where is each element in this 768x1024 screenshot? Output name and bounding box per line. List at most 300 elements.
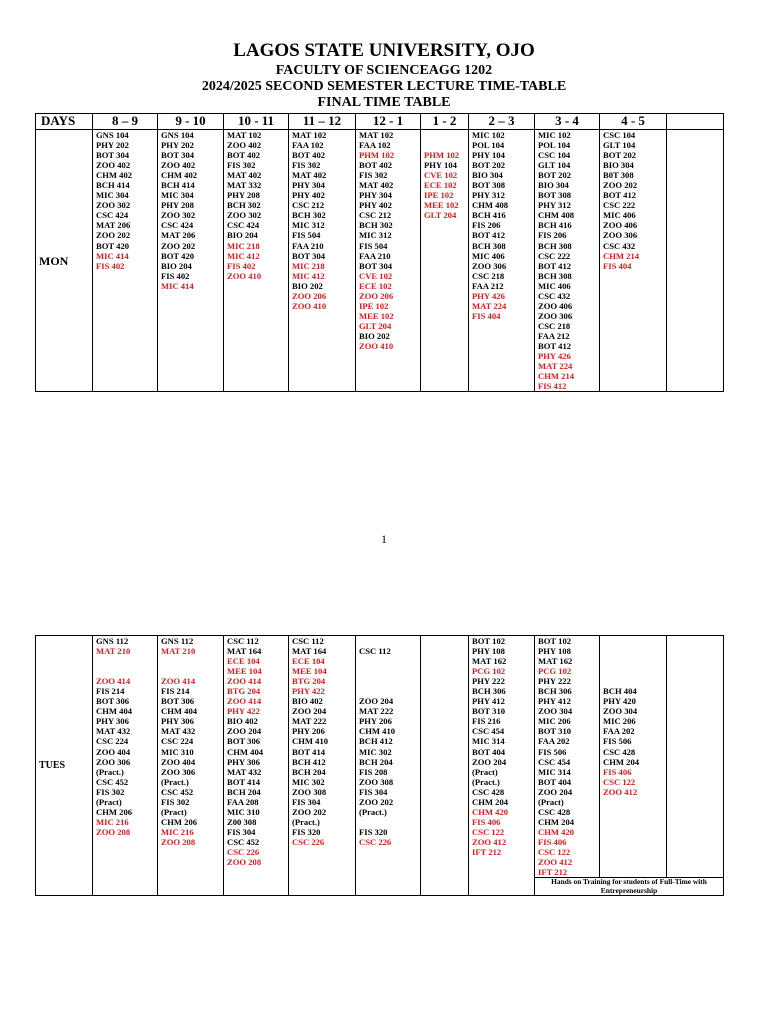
course-code: CSC 428 bbox=[472, 786, 505, 797]
course-code: BIO 402 bbox=[227, 716, 258, 727]
faculty-title: FACULTY OF SCIENCEAGG 1202 bbox=[275, 63, 493, 78]
course-code: BCH 308 bbox=[472, 240, 506, 251]
course-code: CHM 402 bbox=[161, 170, 198, 181]
course-code: BCH 404 bbox=[603, 686, 637, 697]
course-code: PHY 108 bbox=[472, 646, 505, 657]
course-code: GLT 104 bbox=[538, 160, 571, 171]
course-code: MAT 402 bbox=[292, 170, 327, 181]
course-code: CSC 424 bbox=[96, 210, 129, 221]
course-code bbox=[359, 636, 420, 646]
course-code: BCH 308 bbox=[538, 240, 572, 251]
course-code: FIS 320 bbox=[359, 826, 388, 837]
course-code: IPE 102 bbox=[359, 300, 389, 311]
course-code: CSC 224 bbox=[96, 736, 129, 747]
course-code: (Pract.) bbox=[96, 766, 124, 777]
course-code: PCG 102 bbox=[472, 666, 506, 677]
course-code: ZOO 412 bbox=[603, 786, 638, 797]
course-code: MAT 222 bbox=[359, 706, 394, 717]
course-code: MIC 310 bbox=[161, 746, 194, 757]
course-code: ZOO 302 bbox=[96, 200, 131, 211]
slot-cell bbox=[224, 636, 289, 896]
course-code: ZOO 204 bbox=[292, 706, 327, 717]
course-code: BOT 308 bbox=[538, 190, 572, 201]
course-code: FIS 406 bbox=[472, 816, 501, 827]
course-code: ZOO 208 bbox=[161, 836, 196, 847]
course-code: PHY 202 bbox=[96, 140, 129, 151]
slot-cell bbox=[421, 636, 469, 896]
course-code: MAT 432 bbox=[96, 726, 131, 737]
course-code: ZOO 414 bbox=[161, 676, 196, 687]
course-code: MIC 406 bbox=[472, 250, 505, 261]
course-code: BOT 402 bbox=[227, 150, 261, 161]
course-code: BIO 304 bbox=[472, 170, 503, 181]
course-code: MAT 210 bbox=[96, 646, 131, 657]
course-code: ZOO 308 bbox=[292, 786, 327, 797]
course-code: BOT 402 bbox=[359, 160, 393, 171]
course-code: FIS 206 bbox=[472, 220, 501, 231]
slot-cell bbox=[93, 130, 158, 392]
course-code: BCH 306 bbox=[472, 686, 506, 697]
course-code: MAT 102 bbox=[227, 130, 262, 140]
course-code: MIC 304 bbox=[161, 190, 194, 201]
course-code: (Pract.) bbox=[472, 776, 500, 787]
course-code: MAT 432 bbox=[227, 766, 262, 777]
course-code: MAT 164 bbox=[227, 646, 262, 657]
course-code: BIO 202 bbox=[292, 280, 323, 291]
course-code: FIS 302 bbox=[292, 160, 321, 171]
course-code: MAT 164 bbox=[292, 646, 327, 657]
course-code: ZOO 204 bbox=[227, 726, 262, 737]
slot-cell bbox=[600, 636, 667, 878]
course-code: PCG 102 bbox=[538, 666, 572, 677]
course-code: MIC 206 bbox=[538, 716, 571, 727]
course-code: MIC 102 bbox=[538, 130, 571, 140]
course-code: MIC 406 bbox=[538, 280, 571, 291]
course-code: FIS 504 bbox=[292, 230, 321, 241]
course-code: PHY 312 bbox=[472, 190, 505, 201]
session-title: 2024/2025 SECOND SEMESTER LECTURE TIME-TABLE bbox=[201, 79, 567, 94]
course-code: MIC 216 bbox=[161, 826, 194, 837]
course-code: BOT 202 bbox=[603, 150, 637, 161]
course-code: ZOO 404 bbox=[161, 756, 196, 767]
slot-cell bbox=[469, 130, 535, 392]
course-code: CVE 102 bbox=[359, 270, 393, 281]
course-code bbox=[603, 676, 666, 686]
course-code: FIS 320 bbox=[292, 826, 321, 837]
slot-cell bbox=[289, 130, 356, 392]
course-code: FIS 404 bbox=[472, 310, 501, 321]
course-code bbox=[359, 686, 420, 696]
slot-cell bbox=[667, 636, 724, 878]
course-code: PHY 306 bbox=[161, 716, 194, 727]
tuesday-row bbox=[36, 636, 724, 878]
course-code: GNS 104 bbox=[96, 130, 129, 140]
course-code: POL 104 bbox=[472, 140, 505, 151]
course-code: FIS 304 bbox=[227, 826, 256, 837]
course-code: MAT 162 bbox=[538, 656, 573, 667]
course-code: FIS 504 bbox=[359, 240, 388, 251]
course-code: BOT 412 bbox=[603, 190, 637, 201]
course-code: MIC 218 bbox=[292, 260, 325, 271]
time-slot-header bbox=[667, 114, 724, 130]
slot-cell bbox=[224, 130, 289, 392]
course-code: FIS 506 bbox=[603, 736, 632, 747]
course-code: BCH 414 bbox=[96, 180, 130, 191]
course-code: BCH 306 bbox=[538, 686, 572, 697]
course-code: MIC 302 bbox=[359, 746, 392, 757]
course-code: BOT 310 bbox=[472, 706, 506, 717]
course-code: PHY 206 bbox=[359, 716, 392, 727]
course-code: MIC 312 bbox=[359, 230, 392, 241]
course-code: MIC 302 bbox=[292, 776, 325, 787]
course-code: BCH 302 bbox=[359, 220, 393, 231]
course-code: ZOO 202 bbox=[96, 230, 131, 241]
course-code: CSC 112 bbox=[227, 636, 259, 646]
course-code: GNS 104 bbox=[161, 130, 194, 140]
course-code: ZOO 402 bbox=[227, 140, 262, 151]
course-code: ZOO 402 bbox=[161, 160, 196, 171]
course-code: MAT 432 bbox=[161, 726, 196, 737]
course-code: ECE 104 bbox=[292, 656, 325, 667]
course-code: CSC 454 bbox=[538, 756, 571, 767]
course-code: FAA 210 bbox=[359, 250, 391, 261]
course-code: BTG 204 bbox=[227, 686, 261, 697]
course-code: MAT 332 bbox=[227, 180, 262, 191]
course-code: MIC 102 bbox=[472, 130, 505, 140]
time-slot-header: 10 - 11 bbox=[224, 114, 289, 130]
course-code: FIS 506 bbox=[538, 746, 567, 757]
slot-cell bbox=[600, 130, 667, 392]
course-code: BOT 308 bbox=[472, 180, 506, 191]
course-code: PHY 422 bbox=[227, 706, 260, 717]
course-code: CHM 410 bbox=[292, 736, 329, 747]
course-code: CHM 420 bbox=[538, 826, 575, 837]
time-slot-header: 1 - 2 bbox=[421, 114, 469, 130]
course-code: CHM 402 bbox=[96, 170, 133, 181]
course-code bbox=[603, 666, 666, 676]
course-code: BIO 304 bbox=[538, 180, 569, 191]
course-code: CSC 226 bbox=[227, 846, 260, 857]
course-code: BCH 414 bbox=[161, 180, 195, 191]
course-code: ZOO 208 bbox=[227, 857, 262, 868]
course-code: BIO 402 bbox=[292, 696, 323, 707]
slot-cell bbox=[158, 636, 224, 896]
time-slot-header: 8 – 9 bbox=[93, 114, 158, 130]
course-code: CHM 410 bbox=[359, 726, 396, 737]
slot-cell bbox=[93, 636, 158, 896]
course-code: MIC 314 bbox=[472, 736, 505, 747]
course-code: BOT 420 bbox=[96, 240, 130, 251]
slot-cell bbox=[289, 636, 356, 896]
course-code: BIO 204 bbox=[161, 260, 192, 271]
course-code: CHM 408 bbox=[538, 210, 575, 221]
time-header-row bbox=[36, 114, 724, 130]
course-code: MAT 224 bbox=[538, 361, 573, 372]
course-code: CSC 222 bbox=[538, 250, 571, 261]
course-code: CSC 104 bbox=[603, 130, 636, 140]
course-code: ZOO 410 bbox=[359, 340, 394, 351]
course-code: BCH 412 bbox=[359, 736, 393, 747]
day-label: MON bbox=[36, 130, 93, 392]
course-code bbox=[96, 666, 157, 676]
training-note: Hands on Training for students of Full-Time with Entrepreneurship bbox=[535, 878, 724, 896]
course-code: B0T 308 bbox=[603, 170, 634, 181]
course-code: BOT 202 bbox=[538, 170, 572, 181]
course-code: (Pract.) bbox=[161, 776, 189, 787]
course-code: FIS 302 bbox=[359, 170, 388, 181]
day-label: TUES bbox=[36, 636, 93, 896]
course-code: BOT 306 bbox=[161, 696, 195, 707]
course-code: BOT 402 bbox=[292, 150, 326, 161]
course-code: ZOO 202 bbox=[161, 240, 196, 251]
course-code: PHY 426 bbox=[538, 351, 571, 362]
course-code: CSC 218 bbox=[472, 270, 505, 281]
course-code: MEE 102 bbox=[424, 200, 459, 211]
course-code: BOT 412 bbox=[538, 260, 572, 271]
days-header: DAYS bbox=[36, 114, 93, 130]
course-code: PHY 104 bbox=[424, 160, 457, 171]
course-code: CHM 404 bbox=[161, 706, 198, 717]
course-code: ZOO 302 bbox=[161, 210, 196, 221]
course-code: ZOO 404 bbox=[96, 746, 131, 757]
time-slot-header: 9 - 10 bbox=[158, 114, 224, 130]
course-code: CHM 404 bbox=[227, 746, 264, 757]
course-code: MIC 310 bbox=[227, 806, 260, 817]
course-code: MIC 406 bbox=[603, 210, 636, 221]
course-code: PHY 304 bbox=[292, 180, 325, 191]
course-code: PHY 312 bbox=[538, 200, 571, 211]
course-code: BCH 308 bbox=[538, 270, 572, 281]
course-code: MIC 304 bbox=[96, 190, 129, 201]
course-code: BCH 204 bbox=[359, 756, 393, 767]
course-code: CSC 424 bbox=[161, 220, 194, 231]
course-code: CSC 432 bbox=[538, 290, 571, 301]
course-code: CSC 122 bbox=[603, 776, 636, 787]
course-code: ZOO 202 bbox=[292, 806, 327, 817]
course-code: FIS 402 bbox=[227, 260, 256, 271]
course-code bbox=[603, 656, 666, 666]
course-code: BIO 304 bbox=[603, 160, 634, 171]
time-slot-header: 11 – 12 bbox=[289, 114, 356, 130]
course-code: BCH 302 bbox=[292, 210, 326, 221]
course-code: (Pract) bbox=[538, 796, 564, 807]
time-slot-header: 2 – 3 bbox=[469, 114, 535, 130]
course-code: BOT 420 bbox=[161, 250, 195, 261]
course-code: ZOO 206 bbox=[359, 290, 394, 301]
course-code: CSC 122 bbox=[538, 846, 571, 857]
course-code bbox=[424, 130, 468, 140]
course-code: PHY 426 bbox=[472, 290, 505, 301]
course-code: GLT 204 bbox=[359, 320, 392, 331]
course-code: BOT 404 bbox=[538, 776, 572, 787]
course-code: ZOO 204 bbox=[359, 696, 394, 707]
course-code: GLT 204 bbox=[424, 210, 457, 221]
course-code: GNS 112 bbox=[96, 636, 129, 646]
course-code: BCH 416 bbox=[472, 210, 506, 221]
course-code: FAA 212 bbox=[538, 330, 570, 341]
course-code: FAA 208 bbox=[227, 796, 259, 807]
course-code: BOT 412 bbox=[472, 230, 506, 241]
course-code bbox=[161, 666, 223, 676]
course-code: PHY 306 bbox=[227, 756, 260, 767]
course-code: MIC 412 bbox=[292, 270, 325, 281]
course-code: MAT 102 bbox=[359, 130, 394, 140]
tuesday-timetable bbox=[35, 635, 724, 896]
slot-cell bbox=[356, 636, 421, 896]
course-code: BOT 102 bbox=[472, 636, 506, 646]
course-code: FAA 202 bbox=[538, 736, 570, 747]
course-code: BCH 204 bbox=[292, 766, 326, 777]
course-code: ZOO 308 bbox=[359, 776, 394, 787]
course-code: ZOO 406 bbox=[538, 300, 573, 311]
course-code: ZOO 204 bbox=[538, 786, 573, 797]
course-code: FIS 406 bbox=[603, 766, 632, 777]
course-code: PHY 306 bbox=[96, 716, 129, 727]
course-code: FIS 404 bbox=[603, 260, 632, 271]
course-code: FAA 210 bbox=[292, 240, 324, 251]
course-code: MIC 414 bbox=[161, 280, 194, 291]
course-code: ZOO 202 bbox=[603, 180, 638, 191]
course-code: FAA 202 bbox=[603, 726, 635, 737]
course-code: FIS 412 bbox=[538, 381, 567, 392]
course-code: BOT 306 bbox=[96, 696, 130, 707]
course-code: CSC 452 bbox=[227, 836, 260, 847]
course-code: PHY 412 bbox=[472, 696, 505, 707]
course-code: BIO 202 bbox=[359, 330, 390, 341]
course-code: CSC 226 bbox=[359, 836, 392, 847]
course-code: CSC 424 bbox=[227, 220, 260, 231]
course-code: MEE 104 bbox=[227, 666, 262, 677]
course-code: ZOO 412 bbox=[538, 857, 573, 868]
course-code: PHY 104 bbox=[472, 150, 505, 161]
course-code: FIS 304 bbox=[292, 796, 321, 807]
course-code: CSC 222 bbox=[603, 200, 636, 211]
course-code: PHY 206 bbox=[292, 726, 325, 737]
course-code: ZOO 304 bbox=[603, 706, 638, 717]
course-code: CSC 112 bbox=[359, 646, 391, 657]
course-code: CSC 224 bbox=[161, 736, 194, 747]
course-code: FAA 212 bbox=[472, 280, 504, 291]
course-code: PHY 222 bbox=[538, 676, 571, 687]
time-slot-header: 4 - 5 bbox=[600, 114, 667, 130]
course-code: FAA 102 bbox=[359, 140, 391, 151]
course-code bbox=[603, 636, 666, 646]
slot-cell bbox=[158, 130, 224, 392]
course-code: ECE 104 bbox=[227, 656, 260, 667]
course-code: PHY 202 bbox=[161, 140, 194, 151]
course-code: FIS 216 bbox=[472, 716, 501, 727]
course-code: BOT 404 bbox=[472, 746, 506, 757]
course-code: ZOO 202 bbox=[359, 796, 394, 807]
course-code: IFT 212 bbox=[472, 846, 502, 857]
course-code: CSC 452 bbox=[161, 786, 194, 797]
course-code: MAT 402 bbox=[359, 180, 394, 191]
course-code: PHY 402 bbox=[292, 190, 325, 201]
course-code: PHY 304 bbox=[359, 190, 392, 201]
course-code: CSC 428 bbox=[538, 806, 571, 817]
course-code: ZOO 204 bbox=[472, 756, 507, 767]
course-code: ZOO 410 bbox=[292, 300, 327, 311]
slot-cell bbox=[356, 130, 421, 392]
timetable-status: FINAL TIME TABLE bbox=[317, 95, 451, 110]
course-code: FIS 214 bbox=[96, 686, 125, 697]
course-code bbox=[359, 676, 420, 686]
course-code: MEE 104 bbox=[292, 666, 327, 677]
course-code: MAT 222 bbox=[292, 716, 327, 727]
course-code: FAA 102 bbox=[292, 140, 324, 151]
course-code: BOT 304 bbox=[292, 250, 326, 261]
course-code: CSC 212 bbox=[292, 200, 325, 211]
course-code: BOT 304 bbox=[359, 260, 393, 271]
course-code bbox=[96, 656, 157, 666]
course-code: CHM 206 bbox=[96, 806, 133, 817]
page-number: 1 bbox=[381, 532, 387, 546]
course-code: CSC 428 bbox=[603, 746, 636, 757]
course-code bbox=[359, 666, 420, 676]
course-code: POL 104 bbox=[538, 140, 571, 151]
course-code: ECE 102 bbox=[359, 280, 392, 291]
course-code bbox=[359, 656, 420, 666]
course-code: (Pract) bbox=[161, 806, 187, 817]
course-code: FIS 302 bbox=[96, 786, 125, 797]
course-code: IPE 102 bbox=[424, 190, 454, 201]
course-code: CHM 404 bbox=[96, 706, 133, 717]
course-code: ZOO 306 bbox=[538, 310, 573, 321]
course-code: CSC 452 bbox=[96, 776, 129, 787]
course-code: MEE 102 bbox=[359, 310, 394, 321]
course-code: GNS 112 bbox=[161, 636, 194, 646]
course-code: ZOO 306 bbox=[472, 260, 507, 271]
course-code: BOT 414 bbox=[227, 776, 261, 787]
course-code: ZOO 406 bbox=[603, 220, 638, 231]
course-code: ZOO 414 bbox=[96, 676, 131, 687]
course-code: ECE 102 bbox=[424, 180, 457, 191]
course-code: BIO 204 bbox=[227, 230, 258, 241]
course-code: BOT 412 bbox=[538, 340, 572, 351]
course-code: (Pract) bbox=[472, 766, 498, 777]
course-code: FIS 206 bbox=[538, 230, 567, 241]
course-code: ZOO 306 bbox=[96, 756, 131, 767]
monday-row bbox=[36, 130, 724, 392]
course-code: BOT 306 bbox=[227, 736, 261, 747]
course-code: CHM 408 bbox=[472, 200, 509, 211]
course-code: FIS 406 bbox=[538, 836, 567, 847]
course-code: (Pract.) bbox=[292, 816, 320, 827]
slot-cell bbox=[535, 130, 600, 392]
course-code: CSC 218 bbox=[538, 320, 571, 331]
course-code: MIC 414 bbox=[96, 250, 129, 261]
course-code: MAT 102 bbox=[292, 130, 327, 140]
course-code: BTG 204 bbox=[292, 676, 326, 687]
slot-cell bbox=[469, 636, 535, 896]
course-code: BOT 304 bbox=[96, 150, 130, 161]
time-slot-header: 3 - 4 bbox=[535, 114, 600, 130]
course-code: FIS 214 bbox=[161, 686, 190, 697]
course-code: CVE 102 bbox=[424, 170, 458, 181]
course-code: ZOO 304 bbox=[538, 706, 573, 717]
course-code: CHM 204 bbox=[538, 816, 575, 827]
course-code: MAT 210 bbox=[161, 646, 196, 657]
course-code: ZOO 410 bbox=[227, 270, 262, 281]
course-code: MAT 402 bbox=[227, 170, 262, 181]
course-code: PHY 422 bbox=[292, 686, 325, 697]
course-code: CSC 122 bbox=[472, 826, 505, 837]
course-code: PHY 402 bbox=[359, 200, 392, 211]
course-code: MIC 206 bbox=[603, 716, 636, 727]
course-code: FIS 302 bbox=[161, 796, 190, 807]
course-code: PHY 208 bbox=[227, 190, 260, 201]
course-code: PHY 108 bbox=[538, 646, 571, 657]
